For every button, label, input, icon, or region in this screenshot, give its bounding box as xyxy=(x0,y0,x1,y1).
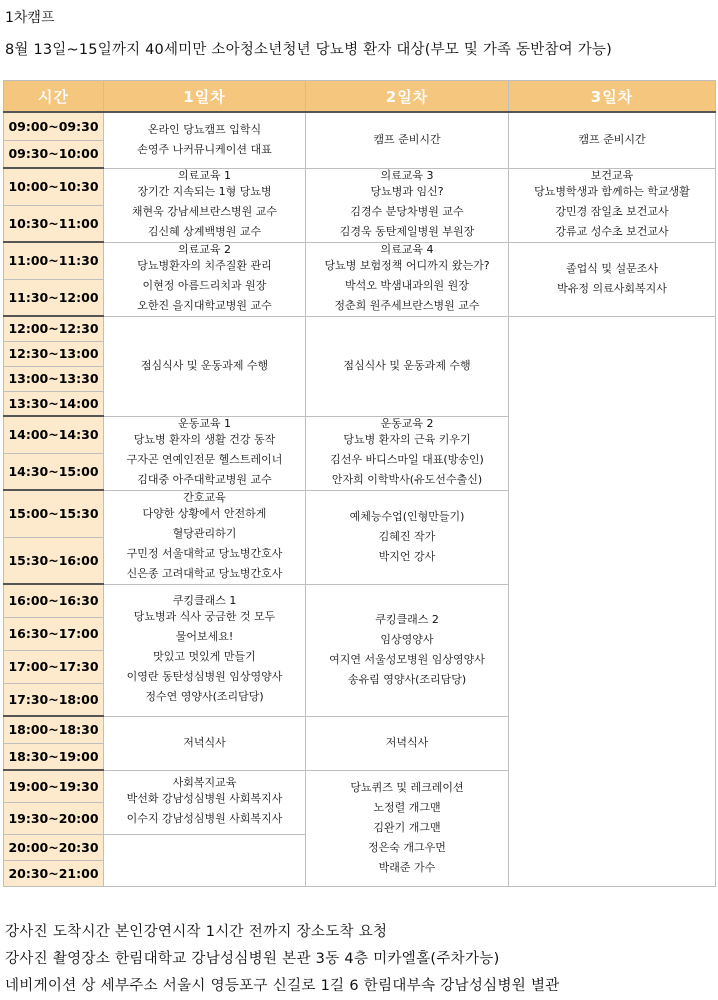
day1-nursing-line: 신은종 고려대학교 당뇨병간호사 xyxy=(126,566,283,580)
time-slot: 19:30~20:00 xyxy=(4,802,104,834)
day1-medical-2-head: 의료교육 2 xyxy=(178,242,231,256)
time-slot: 13:00~13:30 xyxy=(4,366,104,391)
day2-art-class xyxy=(306,490,509,584)
time-slot: 16:30~17:00 xyxy=(4,617,104,650)
day2-exercise-2-line: 김선우 바디스마일 대표(방송인) xyxy=(330,452,484,466)
day1-cooking-1-head: 쿠킹클래스 1 xyxy=(172,593,237,607)
day2-cooking-2 xyxy=(306,584,509,716)
day1-exercise-1-line: 당뇨병 환자의 생활 건강 동작 xyxy=(133,432,276,446)
day2-medical-4-line: 당뇨병 보험정책 어디까지 왔는가? xyxy=(324,258,490,272)
day3-empty xyxy=(509,316,716,886)
day2-lunch-line: 점심식사 및 운동과제 수행 xyxy=(343,359,471,372)
day2-art-class-line: 박지언 강사 xyxy=(378,550,436,563)
time-slot: 20:00~20:30 xyxy=(4,834,104,860)
day1-exercise-1-line: 구자곤 연예인전문 헬스트레이너 xyxy=(126,452,283,466)
day2-dinner xyxy=(306,716,509,770)
day2-cooking-2-line: 송유림 영양사(조리담당) xyxy=(347,673,467,686)
day1-cooking-1-line: 맛있고 멋있게 만들기 xyxy=(153,649,256,663)
header-day3: 3일차 xyxy=(509,81,716,113)
time-slot: 14:00~14:30 xyxy=(4,416,104,453)
time-slot: 15:00~15:30 xyxy=(4,490,104,537)
day1-lunch-line: 점심식사 및 운동과제 수행 xyxy=(140,359,269,372)
day1-exercise-1-line: 김대중 아주대학교병원 교수 xyxy=(137,472,272,486)
time-slot: 18:30~19:00 xyxy=(4,743,104,770)
day2-cooking-2-line: 임상영양사 xyxy=(380,633,434,646)
page-subtitle: 8월 13일~15일까지 40세미만 소아청소년청년 당뇨병 환자 대상(부모 및 가족 동반참여 가능) xyxy=(5,42,612,58)
day1-medical-2 xyxy=(104,242,306,316)
time-slot: 10:30~11:00 xyxy=(4,205,104,242)
day1-nursing-head: 간호교육 xyxy=(183,490,226,504)
day2-recreation-line: 박래준 가수 xyxy=(378,861,436,874)
day3-health xyxy=(509,168,716,242)
day2-recreation xyxy=(306,770,509,886)
day3-graduation xyxy=(509,242,716,316)
day2-cooking-2-line: 쿠킹클래스 2 xyxy=(375,613,439,626)
day1-cooking-1-line: 당뇨병과 식사 궁금한 것 모두 xyxy=(133,609,276,623)
day1-social-welfare-head: 사회복지교육 xyxy=(172,775,237,789)
day1-cooking-1 xyxy=(104,584,306,716)
day2-medical-4-line: 박석오 박샘내과의원 원장 xyxy=(345,278,469,292)
day2-medical-3-line: 당뇨병과 임신? xyxy=(370,184,444,198)
time-slot: 10:00~10:30 xyxy=(4,168,104,205)
day1-lunch xyxy=(104,316,306,416)
day2-prep-line: 캠프 준비시간 xyxy=(373,133,441,147)
day2-medical-3-line: 김경수 분당차병원 교수 xyxy=(350,204,464,218)
time-slot: 12:30~13:00 xyxy=(4,341,104,366)
day1-nursing-line: 혈당관리하기 xyxy=(172,526,237,540)
day2-medical-3-head: 의료교육 3 xyxy=(380,168,434,182)
note-address: 네비게이션 상 세부주소 서울시 영등포구 신길로 1길 6 한림대부속 강남성심병원 별관 xyxy=(5,978,560,994)
day3-health-line: 강민경 잠일초 보건교사 xyxy=(555,204,669,218)
page-title: 1차캠프 xyxy=(5,10,55,26)
day2-dinner-line: 저녁식사 xyxy=(385,736,429,749)
time-slot: 17:00~17:30 xyxy=(4,650,104,683)
day2-prep xyxy=(306,112,509,168)
day3-health-line: 강류교 성수초 보건교사 xyxy=(555,224,669,238)
day1-cooking-1-line: 이영란 동탄성심병원 임상영양사 xyxy=(126,669,283,683)
time-slot: 11:00~11:30 xyxy=(4,242,104,279)
time-slot: 13:30~14:00 xyxy=(4,391,104,416)
note-location: 강사진 촬영장소 한림대학교 강남성심병원 본관 3동 4층 미카엘홀(주차가능) xyxy=(5,951,500,967)
day1-nursing xyxy=(104,490,306,584)
time-slot: 16:00~16:30 xyxy=(4,584,104,617)
time-slot: 12:00~12:30 xyxy=(4,316,104,341)
day2-art-class-line: 예체능수업(인형만들기) xyxy=(349,510,465,523)
day1-medical-1-head: 의료교육 1 xyxy=(178,168,231,182)
header-row xyxy=(4,81,716,113)
day1-medical-2-line: 이현정 아름드리치과 원장 xyxy=(142,278,267,292)
day1-empty-evening xyxy=(104,834,306,886)
day2-medical-4-head: 의료교육 4 xyxy=(380,242,434,256)
time-slot: 09:30~10:00 xyxy=(4,140,104,168)
day1-opening xyxy=(104,112,306,168)
day2-medical-3 xyxy=(306,168,509,242)
header-day1: 1일차 xyxy=(104,81,306,113)
day2-recreation-line: 노정렬 개그맨 xyxy=(373,801,441,814)
day3-prep xyxy=(509,112,716,168)
day3-graduation-line: 졸업식 및 설문조사 xyxy=(565,262,658,275)
day3-graduation-line: 박유정 의료사회복지사 xyxy=(557,282,667,295)
day1-opening-line: 손영주 나커뮤니케이션 대표 xyxy=(137,143,272,157)
day1-cooking-1-line: 물어보세요! xyxy=(175,629,234,643)
day2-medical-4-line: 정춘희 원주세브란스병원 교수 xyxy=(334,298,480,312)
note-arrival: 강사진 도착시간 본인강연시작 1시간 전까지 장소도착 요청 xyxy=(5,924,388,940)
day1-social-welfare-line: 이수지 강남성심병원 사회복지사 xyxy=(126,811,283,825)
day2-medical-3-line: 김경욱 동탄제일병원 부원장 xyxy=(339,224,475,238)
schedule-table xyxy=(3,80,716,887)
time-slot: 18:00~18:30 xyxy=(4,716,104,743)
day1-exercise-1 xyxy=(104,416,306,490)
day1-medical-2-line: 오한진 을지대학교병원 교수 xyxy=(137,298,272,312)
day2-cooking-2-line: 여지연 서울성모병원 임상영양사 xyxy=(329,653,485,666)
time-slot: 14:30~15:00 xyxy=(4,453,104,490)
day1-medical-1-line: 김신혜 상계백병원 교수 xyxy=(147,224,262,238)
time-slot: 20:30~21:00 xyxy=(4,860,104,886)
day2-exercise-2-line: 당뇨병 환자의 근육 키우기 xyxy=(343,432,471,446)
day1-nursing-line: 구민정 서울대학교 당뇨병간호사 xyxy=(126,546,283,560)
day1-dinner xyxy=(104,716,306,770)
time-slot: 11:30~12:00 xyxy=(4,279,104,316)
time-slot: 19:00~19:30 xyxy=(4,770,104,802)
day1-exercise-1-head: 운동교육 1 xyxy=(178,416,231,430)
day2-medical-4 xyxy=(306,242,509,316)
day1-nursing-line: 다양한 상황에서 안전하게 xyxy=(142,506,267,520)
day2-exercise-2-head: 운동교육 2 xyxy=(380,416,434,430)
day2-exercise-2 xyxy=(306,416,509,490)
day1-opening-line: 온라인 당뇨캠프 입학식 xyxy=(147,123,262,137)
day2-lunch xyxy=(306,316,509,416)
header-day2: 2일차 xyxy=(306,81,509,113)
day3-health-head: 보건교육 xyxy=(590,168,634,182)
time-slot: 15:30~16:00 xyxy=(4,537,104,584)
day1-cooking-1-line: 정수연 영양사(조리담당) xyxy=(145,689,264,703)
day1-medical-1-line: 채현욱 강남세브란스병원 교수 xyxy=(131,204,278,218)
day2-exercise-2-line: 안자희 이학박사(유도선수출신) xyxy=(331,472,483,486)
day3-health-line: 당뇨병학생과 함께하는 학교생활 xyxy=(534,184,690,198)
day2-recreation-line: 정은숙 개그우먼 xyxy=(368,841,446,854)
day1-dinner-line: 저녁식사 xyxy=(183,736,226,749)
day1-medical-1 xyxy=(104,168,306,242)
day1-social-welfare-line: 박선화 강남성심병원 사회복지사 xyxy=(126,791,283,805)
header-time: 시간 xyxy=(4,81,104,113)
time-slot: 17:30~18:00 xyxy=(4,683,104,716)
day1-medical-2-line: 당뇨병환자의 치주질환 관리 xyxy=(137,258,272,272)
day1-medical-1-line: 장기간 지속되는 1형 당뇨병 xyxy=(137,184,272,198)
day2-recreation-line: 당뇨퀴즈 및 레크레이션 xyxy=(350,781,464,794)
day3-prep-line: 캠프 준비시간 xyxy=(578,133,646,147)
time-slot: 09:00~09:30 xyxy=(4,112,104,140)
day2-art-class-line: 김혜진 작가 xyxy=(378,530,436,543)
day1-social-welfare xyxy=(104,770,306,834)
day2-recreation-line: 김완기 개그맨 xyxy=(373,821,441,834)
